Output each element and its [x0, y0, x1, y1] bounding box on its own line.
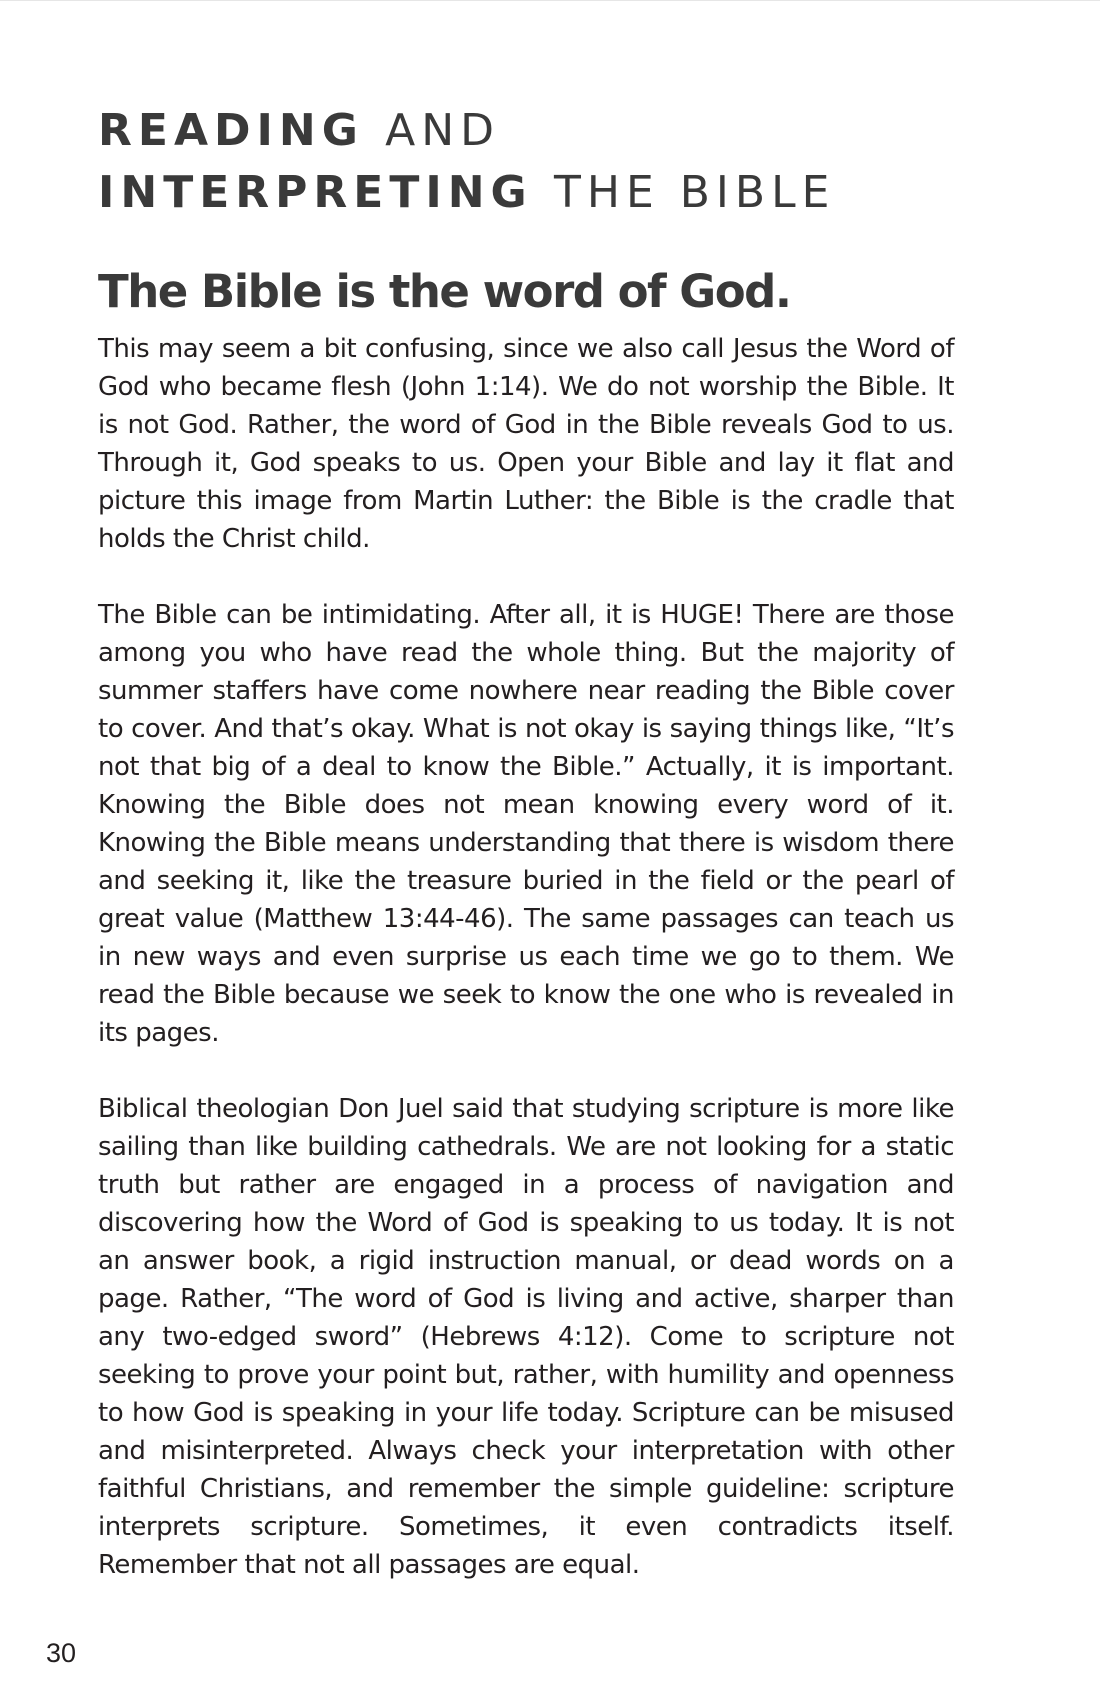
page-number: 30 [46, 1638, 77, 1668]
section-title-line-1 [98, 100, 998, 162]
section-title-word-reading: READING [98, 105, 364, 156]
paragraph-3: Biblical theologian Don Juel said that studying scripture is more like sailing than like building cathedrals. We are not looking for a static truth but rather are engaged in a process of navigation and discovering how the Word of God is speaking to us today. It is not an answer book, a rigid instruction manual, or dead words on a page. Rather, “The word of God is living and active, sharper than any two-edged sword” (Hebrews 4:12). Come to scripture not seeking to prove your point but, rather, with humility and openness to how God is speaking in your life today. Scripture can be misused and misinterpreted. Always check your interpretation with other faithful Christians, and remember the simple guideline: scripture interprets scripture. Sometimes, it even contradicts itself. Remember that not all passages are equal. [98, 1094, 954, 1580]
headline: The Bible is the word of God. [98, 265, 791, 318]
paragraph-1: This may seem a bit confusing, since we also call Jesus the Word of God who became flesh (John 1:14). We do not worship the Bible. It is not God. Rather, the word of God in the Bible reveals God to us. Through it, God speaks to us. Open your Bible and lay it flat and picture this image from Martin Luther: the Bible is the cradle that holds the Christ child. [98, 334, 954, 554]
section-title-word-and: AND [385, 105, 501, 156]
section-title-words-the-bible: THE BIBLE [553, 167, 836, 218]
body-content [98, 262, 954, 1584]
section-title-line-2 [98, 162, 998, 224]
paragraph-2: The Bible can be intimidating. After all, it is HUGE! There are those among you who have read the whole thing. But the majority of summer staffers have come nowhere near reading the Bible cover to cover. And that’s okay. What is not okay is saying things like, “It’s not that big of a deal to know the Bible.” Actually, it is important. Knowing the Bible does not mean knowing every word of it. Knowing the Bible means understanding that there is wisdom there and seeking it, like the treasure buried in the field or the pearl of great value (Matthew 13:44-46). The same passages can teach us in new ways and even surprise us each time we go to them. We read the Bible because we seek to know the one who is revealed in its pages. [98, 600, 954, 1048]
top-rule [0, 0, 1100, 1]
section-title-word-interpreting: INTERPRETING [98, 167, 533, 218]
section-title [98, 100, 998, 224]
